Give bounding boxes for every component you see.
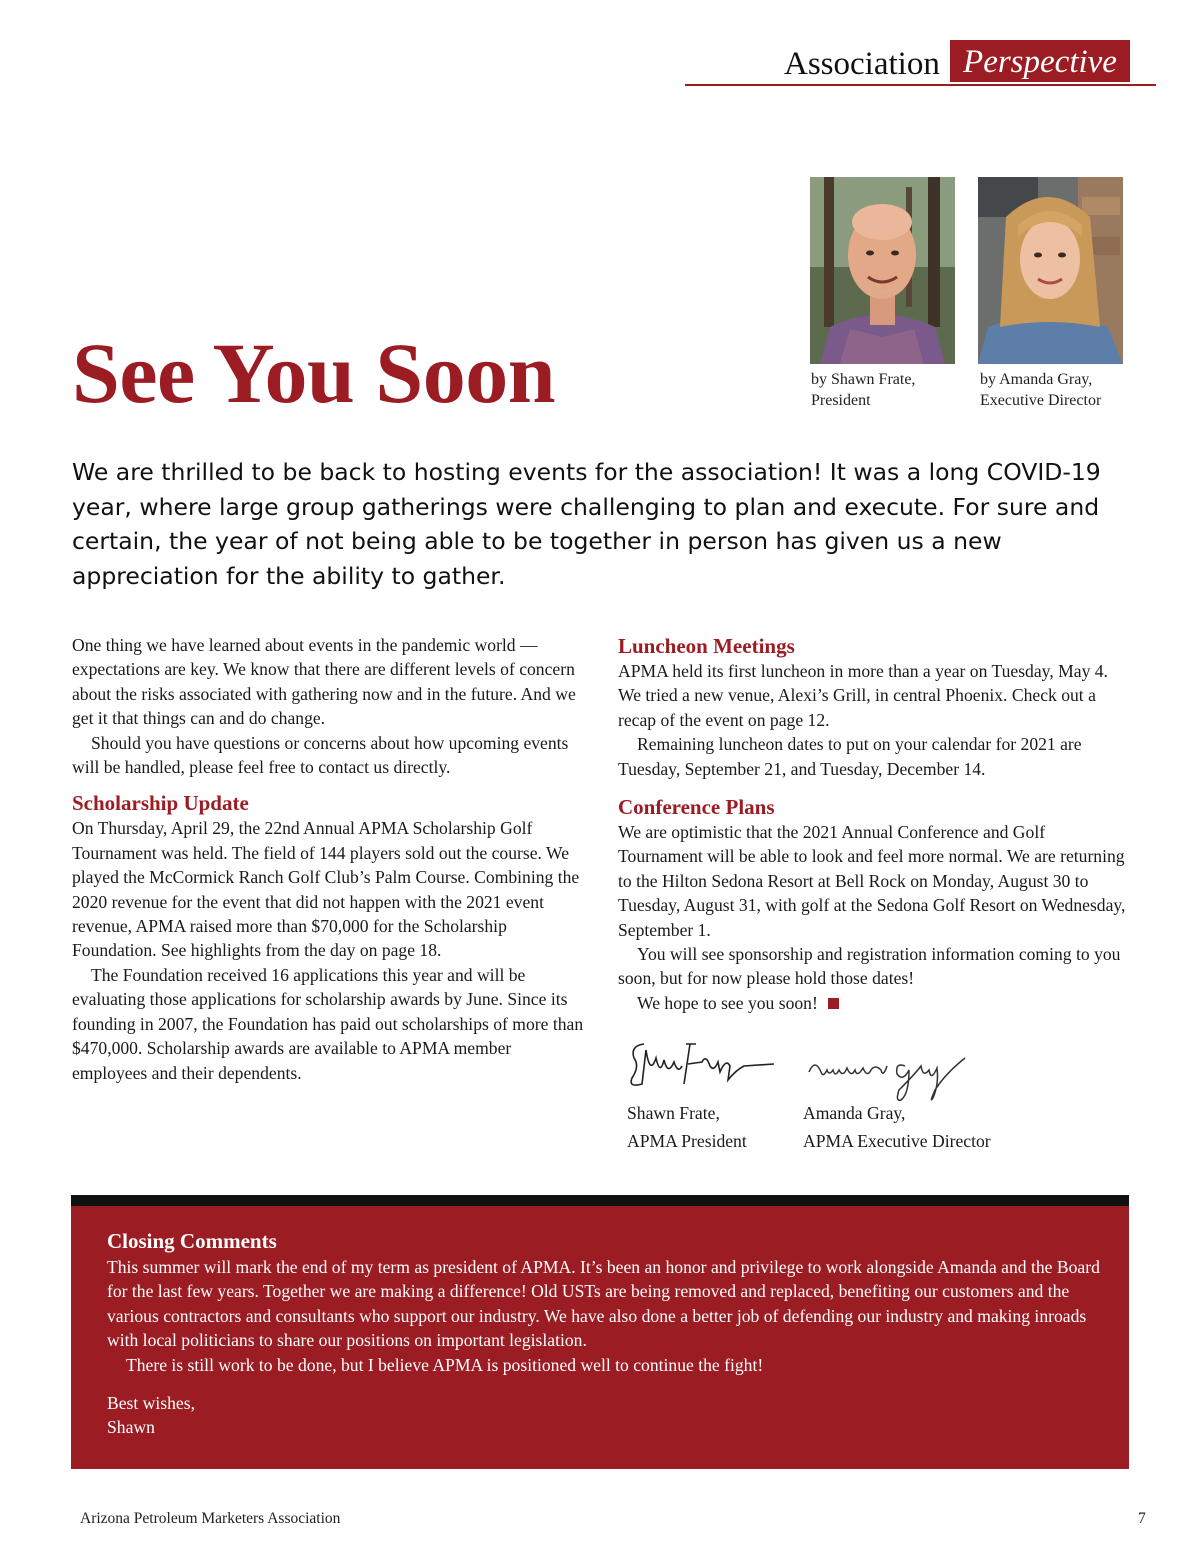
header-rule	[685, 84, 1156, 86]
luncheon-paragraph: APMA held its first luncheon in more than a year on Tuesday, May 4. We tried a new venue, Alexi’s Grill, in central Phoenix. Check out a recap of the event on page 12.	[618, 661, 1108, 730]
end-mark-icon	[828, 998, 839, 1009]
right-column	[618, 633, 1130, 1015]
section-heading-luncheon: Luncheon Meetings	[618, 634, 795, 658]
author-caption-frate: by Shawn Frate, President	[811, 371, 916, 409]
closing-box-rule	[71, 1195, 1129, 1206]
signature-block-frate: Shawn Frate, APMA President	[627, 1103, 747, 1151]
conference-paragraph: We are optimistic that the 2021 Annual Conference and Golf Tournament will be able to look and feel more normal. We are returning to the Hilton Sedona Resort at Bell Rock on Monday, August 30 to Tuesday, August 31, with golf at the Sedona Golf Resort on Wednesday, September 1.	[618, 822, 1126, 940]
page-title: See You Soon	[72, 325, 556, 421]
closing-text	[107, 1255, 1117, 1377]
section-tag: Perspective	[950, 40, 1130, 82]
portrait-woman-icon	[978, 177, 1123, 364]
scholarship-paragraph: On Thursday, April 29, the 22nd Annual APMA Scholarship Golf Tournament was held. The field of 144 players sold out the course. We played the McCormick Ranch Golf Club’s Palm Course. Combining the 2020 revenue for the event that did not happen with the 2021 event revenue, APMA raised more than $70,000 for the Scholarship Foundation. See highlights from the day on page 18.	[72, 818, 580, 961]
intro-paragraph: One thing we have learned about events in the pandemic world — expectations are key. We know that there are different levels of concern about the risks associated with gathering now and in the future. And we get it that things can and do change.	[72, 635, 576, 729]
closing-paragraph: There is still work to be done, but I believe APMA is positioned well to continue the fight!	[126, 1354, 764, 1375]
intro-paragraph: Should you have questions or concerns about how upcoming events will be handled, please feel free to contact us directly.	[72, 732, 569, 778]
closing-comments-box	[71, 1206, 1129, 1469]
conference-paragraph: We hope to see you soon!	[618, 991, 1130, 1015]
footer-publication: Arizona Petroleum Marketers Association	[80, 1510, 341, 1527]
scholarship-paragraph: The Foundation received 16 applications this year and will be evaluating those applications for scholarship awards by June. Since its founding in 2007, the Foundation has paid out scholarships of more than $470,000. Scholarship awards are available to APMA member employees and their dependents.	[72, 964, 584, 1083]
section-label: Association	[784, 46, 940, 82]
luncheon-paragraph: Remaining luncheon dates to put on your calendar for 2021 are Tuesday, September 21, and Tuesday, December 14.	[618, 734, 1082, 779]
closing-heading: Closing Comments	[107, 1229, 277, 1253]
conference-paragraph: You will see sponsorship and registration information coming to you soon, but for now please hold those dates!	[618, 944, 1121, 989]
left-column	[72, 633, 584, 1085]
lead-paragraph: We are thrilled to be back to hosting events for the association! It was a long COVID-19 year, where large group gatherings were challenging to plan and execute. For sure and certain, the year of not being able to be together in person has given us a new appreciation for the ability to gather.	[72, 458, 1101, 590]
closing-signoff: Best wishes, Shawn	[107, 1393, 195, 1438]
signature-block-gray: Amanda Gray, APMA Executive Director	[803, 1103, 991, 1151]
closing-paragraph: This summer will mark the end of my term as president of APMA. It’s been an honor and privilege to work alongside Amanda and the Board for the last few years. Together we are making a difference! Old USTs are being removed and replaced, benefiting our customers and the various contractors and consultants who support our industry. We have also done a better job of defending our industry and making inroads with local politicians to share our positions on important legislation.	[107, 1257, 1100, 1351]
author-caption-gray: by Amanda Gray, Executive Director	[980, 371, 1102, 409]
section-heading-conference: Conference Plans	[618, 795, 775, 820]
section-heading-scholarship: Scholarship Update	[72, 791, 249, 816]
signature-shawn-icon	[626, 1036, 776, 1098]
portrait-man-icon	[810, 177, 955, 364]
page-number: 7	[1138, 1510, 1146, 1527]
